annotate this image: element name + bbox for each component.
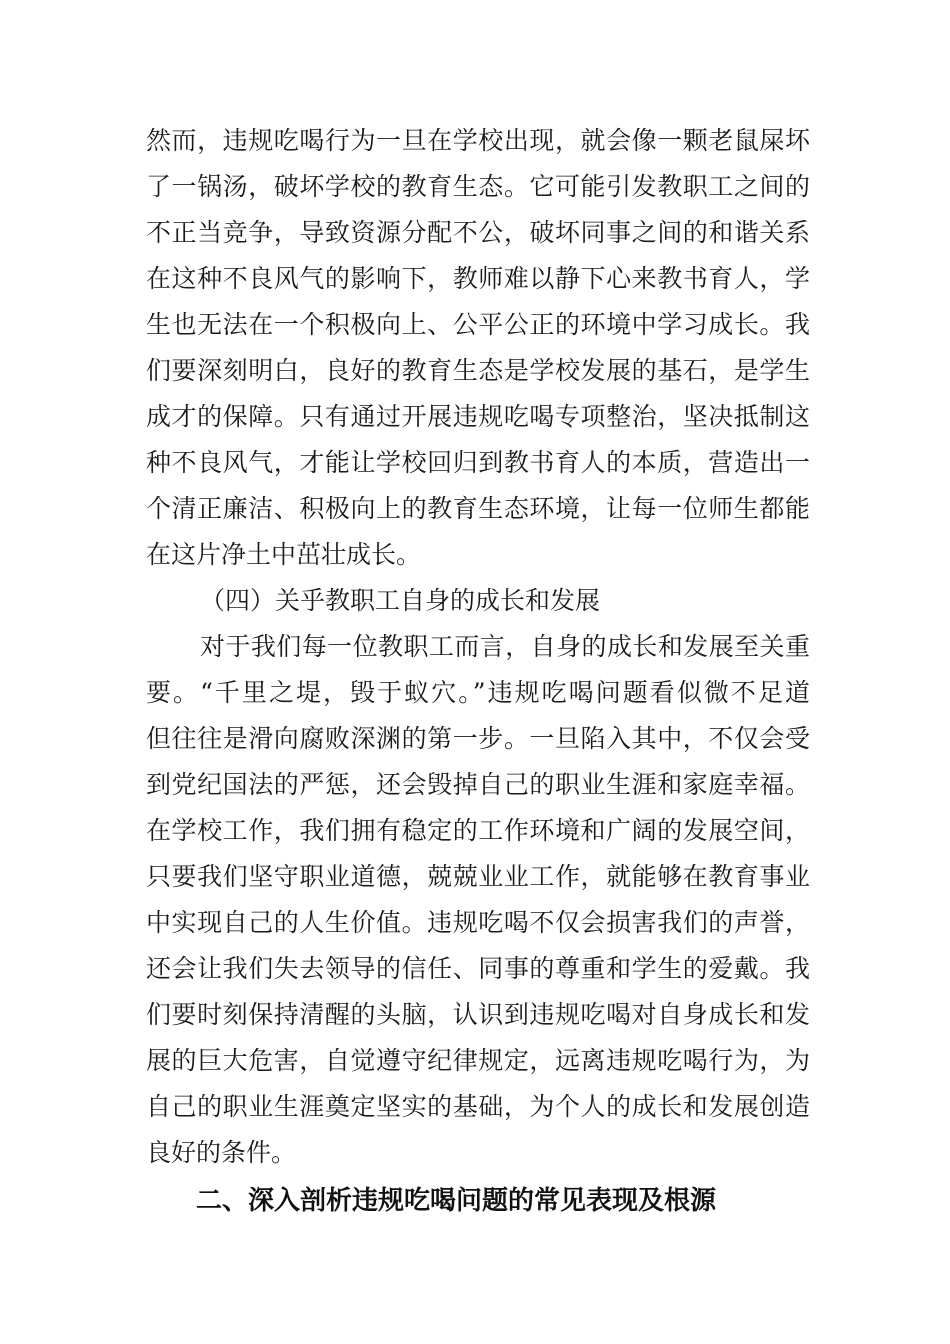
- paragraph-2-line-1: 对于我们每一位教职工而言，自身的成长和发展至关重: [200, 632, 810, 661]
- paragraph-1-line-8: 种不良风气，才能让学校回归到教书育人的本质，营造出一: [146, 448, 810, 477]
- paragraph-1-line-5: 生也无法在一个积极向上、公平公正的环境中学习成长。我: [146, 310, 810, 339]
- paragraph-1-line-10: 在这片净土中茁壮成长。: [146, 540, 422, 569]
- paragraph-1-line-2: 了一锅汤，破坏学校的教育生态。它可能引发教职工之间的: [146, 172, 810, 201]
- paragraph-2-line-6: 只要我们坚守职业道德，兢兢业业工作，就能够在教育事业: [146, 862, 810, 891]
- paragraph-2-line-12: 良好的条件。: [146, 1138, 297, 1167]
- paragraph-1-line-6: 们要深刻明白，良好的教育生态是学校发展的基石，是学生: [146, 356, 810, 385]
- paragraph-1-line-4: 在这种不良风气的影响下，教师难以静下心来教书育人，学: [146, 264, 810, 293]
- paragraph-2-line-8: 还会让我们失去领导的信任、同事的尊重和学生的爱戴。我: [146, 954, 810, 983]
- paragraph-1-line-9: 个清正廉洁、积极向上的教育生态环境，让每一位师生都能: [146, 494, 810, 523]
- paragraph-2-line-5: 在学校工作，我们拥有稳定的工作环境和广阔的发展空间，: [146, 816, 810, 845]
- paragraph-2-line-7: 中实现自己的人生价值。违规吃喝不仅会损害我们的声誉，: [146, 908, 810, 937]
- paragraph-1-line-7: 成才的保障。只有通过开展违规吃喝专项整治，坚决抵制这: [146, 402, 810, 431]
- paragraph-2-line-4: 到党纪国法的严惩，还会毁掉自己的职业生涯和家庭幸福。: [146, 770, 810, 799]
- section-heading-2: 二、深入剖析违规吃喝问题的常见表现及根源: [196, 1186, 717, 1216]
- paragraph-1-line-1: 然而，违规吃喝行为一旦在学校出现，就会像一颗老鼠屎坏: [146, 126, 810, 155]
- paragraph-2-line-11: 自己的职业生涯奠定坚实的基础，为个人的成长和发展创造: [146, 1092, 810, 1121]
- paragraph-2-line-3: 但往往是滑向腐败深渊的第一步。一旦陷入其中，不仅会受: [146, 724, 810, 753]
- paragraph-2-line-2: 要。“千里之堤，毁于蚁穴。”违规吃喝问题看似微不足道: [146, 678, 810, 707]
- section-subheading-4: （四）关乎教职工自身的成长和发展: [200, 586, 601, 615]
- paragraph-2-line-9: 们要时刻保持清醒的头脑，认识到违规吃喝对自身成长和发: [146, 1000, 810, 1029]
- paragraph-2-line-10: 展的巨大危害，自觉遵守纪律规定，远离违规吃喝行为，为: [146, 1046, 810, 1075]
- paragraph-1-line-3: 不正当竞争，导致资源分配不公，破坏同事之间的和谐关系: [146, 218, 810, 247]
